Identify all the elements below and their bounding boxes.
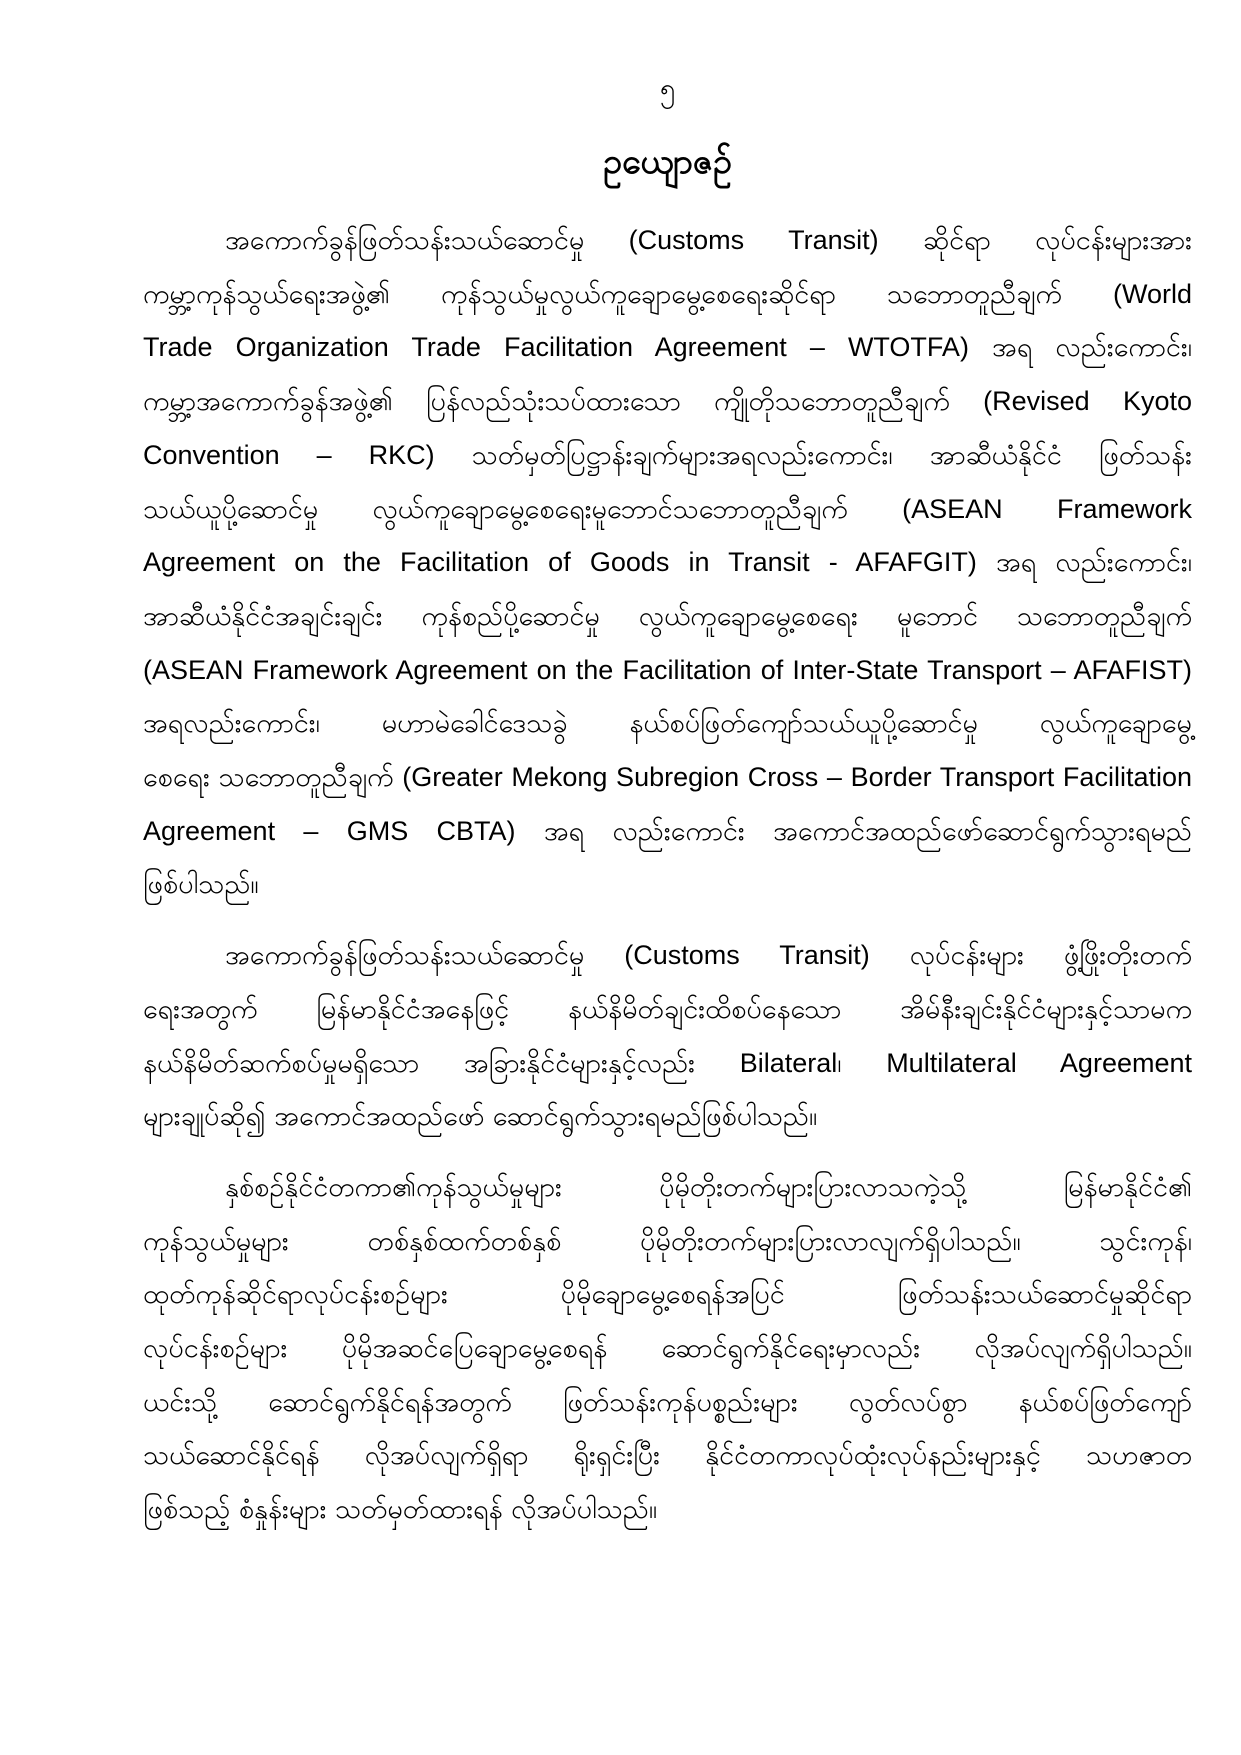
text-line: Agreement – GMS CBTA) အရ လည်းကောင်း အကောင်အထည်ဖော်ဆောင်ရွက်သွားရမည် bbox=[143, 815, 1192, 846]
text-line: (ASEAN Framework Agreement on the Facilitation of Inter-State Transport – AFAFIST) bbox=[143, 654, 1192, 685]
text-line: သယ်ဆောင်နိုင်ရန် လိုအပ်လျက်ရှိရာ ရိုးရှင်းပြီး နိုင်ငံတကာလုပ်ထုံးလုပ်နည်းများနှင့် သဟဇာတ bbox=[143, 1440, 1192, 1471]
page-number: ၅ bbox=[659, 73, 676, 103]
text-line: ဖြစ်ပါသည်။ bbox=[143, 869, 259, 900]
text-line: ကမ္ဘာ့ကုန်သွယ်ရေးအဖွဲ့၏ ကုန်သွယ်မှုလွယ်ကူချောမွေ့စေရေးဆိုင်ရာ သဘောတူညီချက် (World bbox=[143, 278, 1192, 309]
text-line: အရလည်းကောင်း၊ မဟာမဲခေါင်ဒေသခွဲ နယ်စပ်ဖြတ်ကျော်သယ်ယူပို့ဆောင်မှု လွယ်ကူချောမွေ့ bbox=[143, 708, 1192, 739]
paragraph bbox=[143, 214, 1192, 912]
text-line: သယ်ယူပို့ဆောင်မှု လွယ်ကူချောမွေ့စေရေးမူဘောင်သဘောတူညီချက် (ASEAN Framework bbox=[143, 493, 1192, 524]
document-heading: ဥယျောဇဉ် bbox=[603, 143, 732, 181]
text-line: ကမ္ဘာ့အကောက်ခွန်အဖွဲ့၏ ပြန်လည်သုံးသပ်ထားသော ကျိုတိုသဘောတူညီချက် (Revised Kyoto bbox=[143, 386, 1192, 417]
document-body bbox=[143, 214, 1192, 1537]
text-line: အာဆီယံနိုင်ငံအချင်းချင်း ကုန်စည်ပို့ဆောင်မှု လွယ်ကူချောမွေ့စေရေး မူဘောင် သဘောတူညီချက် bbox=[143, 600, 1192, 631]
text-line: Agreement on the Facilitation of Goods in Transit - AFAFGIT) အရ လည်းကောင်း၊ bbox=[143, 547, 1192, 578]
text-line: ထုတ်ကုန်ဆိုင်ရာလုပ်ငန်းစဉ်များ ပိုမိုချောမွေ့စေရန်အပြင် ဖြတ်သန်းသယ်ဆောင်မှုဆိုင်ရာ bbox=[143, 1279, 1192, 1310]
text-line: Convention – RKC) သတ်မှတ်ပြဋ္ဌာန်းချက်များအရလည်းကောင်း၊ အာဆီယံနိုင်ငံ ဖြတ်သန်း bbox=[143, 439, 1192, 470]
text-line: ရေးအတွက် မြန်မာနိုင်ငံအနေဖြင့် နယ်နိမိတ်ချင်းထိစပ်နေသော အိမ်နီးချင်းနိုင်ငံများနှင့်သာမက bbox=[143, 993, 1192, 1024]
paragraph bbox=[143, 1161, 1192, 1537]
text-line: လုပ်ငန်းစဉ်များ ပိုမိုအဆင်ပြေချောမွေ့စေရန် ဆောင်ရွက်နိုင်ရေးမှာလည်း လိုအပ်လျက်ရှိပါသည်။ bbox=[143, 1333, 1192, 1364]
paragraph bbox=[143, 929, 1192, 1144]
text-line: အကောက်ခွန်ဖြတ်သန်းသယ်ဆောင်မှု (Customs Transit) ဆိုင်ရာ လုပ်ငန်းများအား bbox=[225, 225, 1192, 255]
text-line: များချုပ်ဆို၍ အကောင်အထည်ဖော် ဆောင်ရွက်သွားရမည်ဖြစ်ပါသည်။ bbox=[143, 1101, 818, 1132]
text-line: နှစ်စဉ်နိုင်ငံတကာ၏ကုန်သွယ်မှုများ ပိုမိုတိုးတက်များပြားလာသကဲ့သို့ မြန်မာနိုင်ငံ၏ bbox=[225, 1171, 1192, 1202]
text-line: အကောက်ခွန်ဖြတ်သန်းသယ်ဆောင်မှု (Customs Transit) လုပ်ငန်းများ ဖွံ့ဖြိုးတိုးတက် bbox=[225, 940, 1192, 971]
text-line: ကုန်သွယ်မှုများ တစ်နှစ်ထက်တစ်နှစ် ပိုမိုတိုးတက်များပြားလာလျက်ရှိပါသည်။ သွင်းကုန်၊ bbox=[143, 1225, 1192, 1256]
text-line: ဖြစ်သည့် စံနှုန်းများ သတ်မှတ်ထားရန် လိုအပ်ပါသည်။ bbox=[143, 1494, 658, 1525]
text-line: ယင်းသို့ ဆောင်ရွက်နိုင်ရန်အတွက် ဖြတ်သန်းကုန်ပစ္စည်းများ လွတ်လပ်စွာ နယ်စပ်ဖြတ်ကျော် bbox=[143, 1386, 1192, 1417]
text-line: Trade Organization Trade Facilitation Agreement – WTOTFA) အရ လည်းကောင်း၊ bbox=[143, 332, 1192, 363]
document-page bbox=[143, 0, 1192, 1537]
text-line: နယ်နိမိတ်ဆက်စပ်မှုမရှိသော အခြားနိုင်ငံများနှင့်လည်း Bilateral၊ Multilateral Agreement bbox=[143, 1047, 1192, 1078]
text-line: စေရေး သဘောတူညီချက် (Greater Mekong Subregion Cross – Border Transport Facilitation bbox=[143, 762, 1192, 793]
